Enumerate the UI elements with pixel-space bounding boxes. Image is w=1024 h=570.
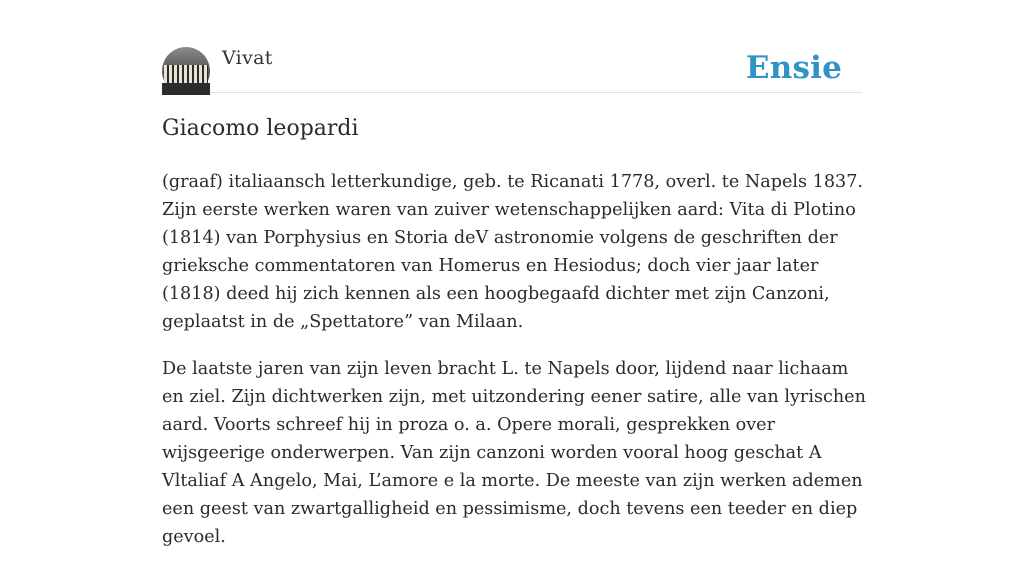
article-paragraph: (graaf) italiaansch letterkundige, geb. te Ricanati 1778, overl. te Napels 1837. Zijn eerste werken waren van zuiver wetenschappelijken aard: Vita di Plotino (1814) van Porphysius en Storia deV astronomie volgens de geschriften der grieksche commentatoren van Homerus en Hesiodus; doch vier jaar later (1818) deed hij zich kennen als een hoogbegaafd dichter met zijn Canzoni, geplaatst in de „Spettatore” van Milaan.: [162, 172, 864, 332]
article-body: [162, 168, 872, 570]
brand-logo[interactable]: Ensie: [745, 50, 842, 86]
article-title: Giacomo leopardi: [162, 116, 359, 141]
author-avatar[interactable]: [162, 47, 210, 95]
author-name[interactable]: Vivat: [222, 47, 273, 69]
article-paragraph: De laatste jaren van zijn leven bracht L. te Napels door, lijdend naar lichaam en ziel. Zijn dichtwerken zijn, met uitzondering eener satire, alle van lyrischen aard. Voorts schreef hij in proza o. a. Opere morali, gesprekken over wijsgeerige onderwerpen. Van zijn canzoni worden vooral hoog geschat A Vltaliaf A Angelo, Mai, L’amore e la morte. De meeste van zijn werken ademen een geest van zwartgalligheid en pessimisme, doch tevens een teeder en diep gevoel.: [162, 359, 866, 547]
avatar-image: [164, 65, 208, 85]
header: [162, 46, 862, 93]
